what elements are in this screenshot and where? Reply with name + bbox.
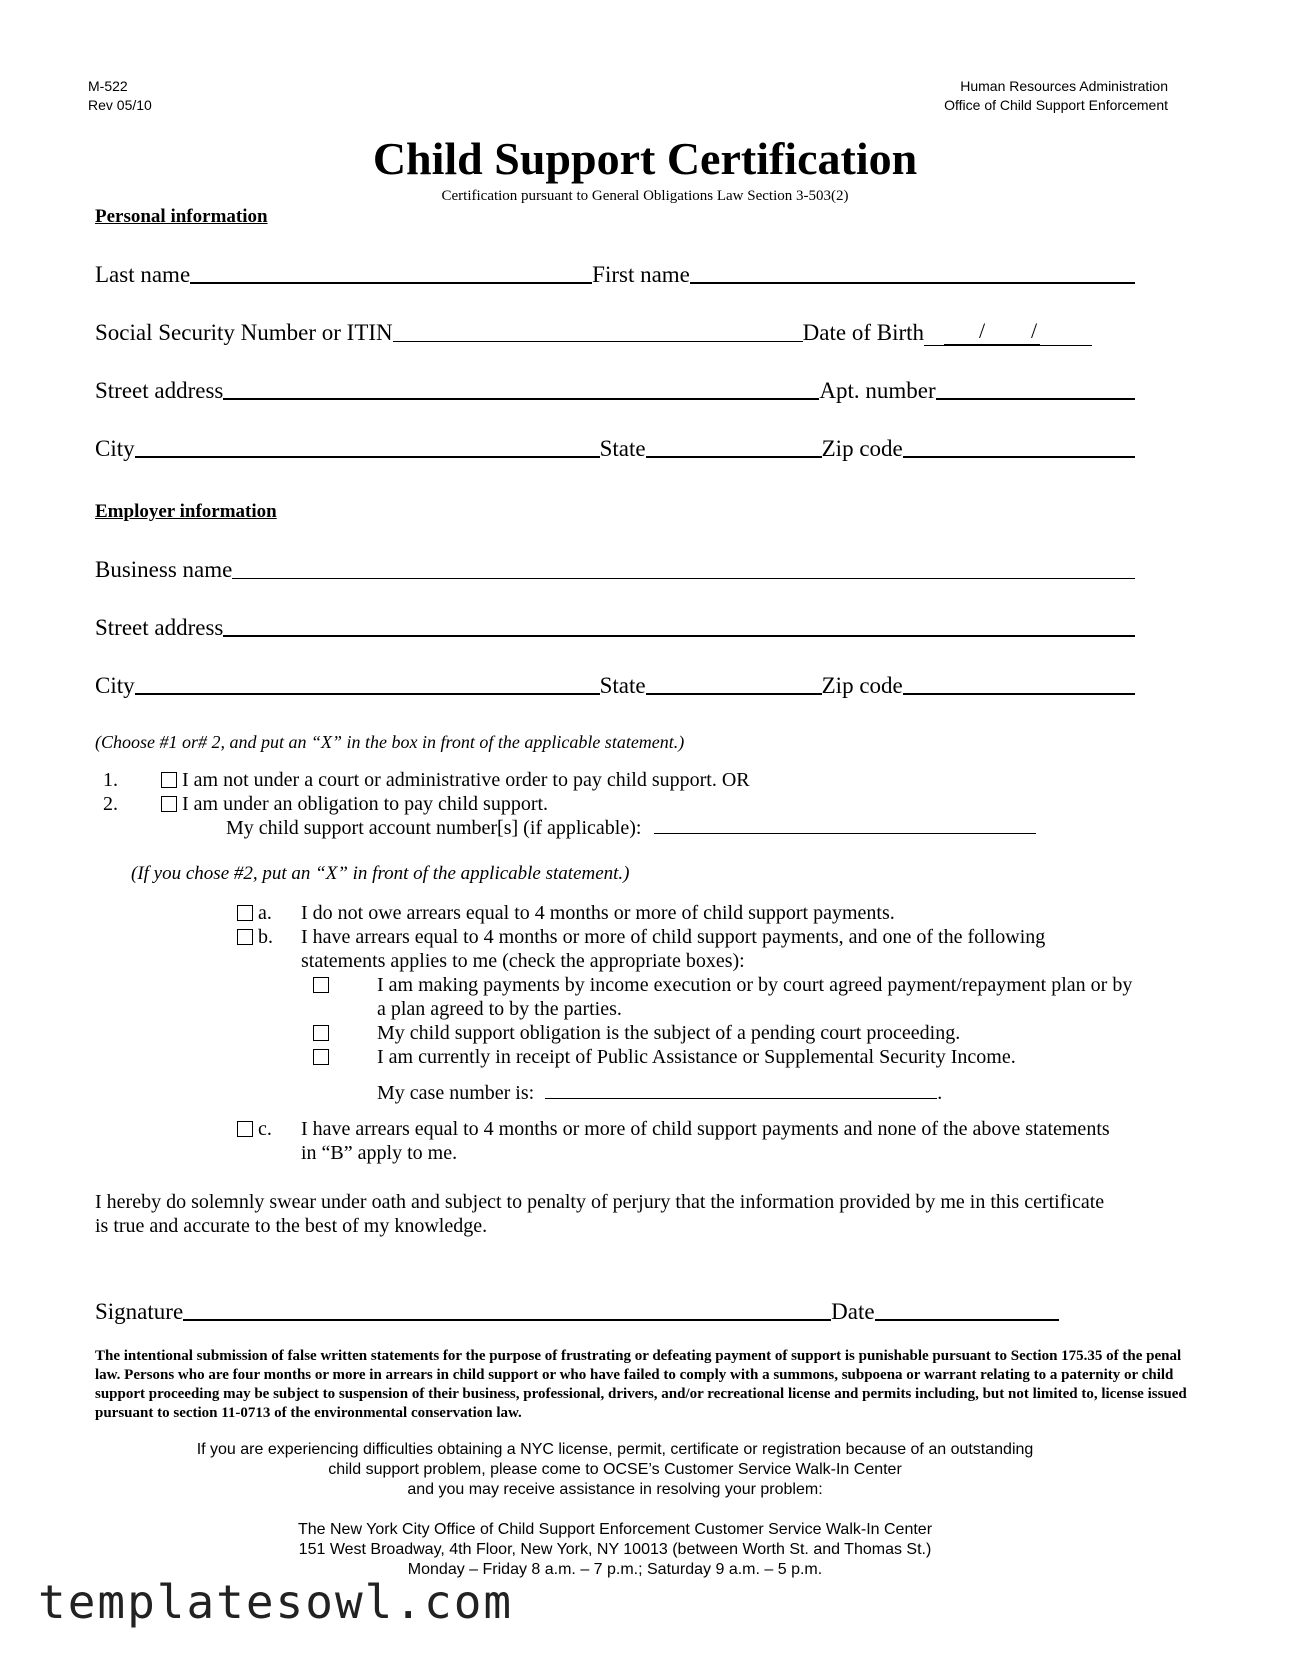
- b2-checkbox[interactable]: [313, 1025, 329, 1041]
- employer-zip-label: Zip code: [821, 673, 903, 698]
- watermark: templatesowl.com: [38, 1575, 514, 1629]
- form-number: M-522: [88, 78, 128, 94]
- account-number-field[interactable]: [654, 833, 1036, 834]
- signature-row: [95, 1295, 1059, 1325]
- option-2: [161, 792, 548, 816]
- option-c-text-2: in “B” apply to me.: [301, 1142, 458, 1164]
- revision: Rev 05/10: [88, 97, 152, 113]
- option-b-letter: b.: [258, 926, 273, 948]
- signature-label: Signature: [95, 1299, 184, 1324]
- street-field[interactable]: [223, 398, 819, 400]
- oath-line-1: I hereby do solemnly swear under oath and subject to penalty of perjury that the information provided by me in this certificate: [95, 1191, 1105, 1213]
- center-name: The New York City Office of Child Support Enforcement Customer Service Walk-In Center: [297, 1521, 933, 1538]
- center-hours: Monday – Friday 8 a.m. – 7 p.m.; Saturday 9 a.m. – 5 p.m.: [407, 1561, 823, 1578]
- account-row: [226, 816, 1036, 840]
- signature-date-field[interactable]: [875, 1319, 1059, 1321]
- dob-label: Date of Birth: [802, 320, 925, 345]
- ssn-row: Social Security Number or ITIN Date of Birth / /: [95, 316, 1135, 346]
- street-row: [95, 374, 1135, 404]
- option-b-text-1: I have arrears equal to 4 months or more of child support payments, and one of the following: [301, 926, 1046, 948]
- employer-city-row: [95, 669, 1135, 699]
- option-a-letter: a.: [258, 902, 272, 924]
- option-a-text: I do not owe arrears equal to 4 months or more of child support payments.: [301, 902, 895, 924]
- option-b-text-2: statements applies to me (check the appropriate boxes):: [301, 950, 745, 972]
- option-1-number: 1.: [103, 769, 118, 791]
- help-line-3: and you may receive assistance in resolving your problem:: [407, 1481, 823, 1498]
- zip-field[interactable]: [903, 456, 1135, 458]
- case-label: My case number is:: [377, 1082, 535, 1104]
- employer-state-field[interactable]: [646, 693, 822, 695]
- business-row: [95, 553, 1135, 583]
- b1-checkbox-wrap: [313, 973, 329, 997]
- account-label: My child support account number[s] (if applicable):: [226, 817, 642, 839]
- option-c-checkbox[interactable]: [237, 1121, 253, 1137]
- page-subtitle: Certification pursuant to General Obligations Law Section 3-503(2): [441, 188, 849, 204]
- business-field[interactable]: [232, 578, 1135, 579]
- employer-street-label: Street address: [95, 615, 224, 640]
- b1-checkbox[interactable]: [313, 977, 329, 993]
- b2-text: My child support obligation is the subject of a pending court proceeding.: [377, 1022, 961, 1044]
- employer-street-row: [95, 611, 1135, 641]
- signature-field[interactable]: [183, 1319, 831, 1321]
- employer-state-label: State: [599, 673, 646, 698]
- last-name-field[interactable]: [190, 282, 592, 284]
- choice-instruction: (Choose #1 or# 2, and put an “X” in the box in front of the applicable statement.): [95, 732, 685, 752]
- apt-field[interactable]: [936, 398, 1135, 400]
- option-b-checkbox[interactable]: [237, 929, 253, 945]
- city-field[interactable]: [135, 456, 600, 458]
- employer-street-field[interactable]: [223, 635, 1135, 637]
- b3-checkbox[interactable]: [313, 1049, 329, 1065]
- case-number-field[interactable]: [545, 1098, 937, 1099]
- agency: Human Resources Administration: [960, 78, 1168, 94]
- b3-text: I am currently in receipt of Public Assistance or Supplemental Security Income.: [377, 1046, 1016, 1068]
- city-row: [95, 432, 1135, 462]
- personal-heading: Personal information: [95, 206, 268, 227]
- option-c: [237, 1117, 272, 1141]
- option-b: [237, 925, 273, 949]
- option-2-checkbox[interactable]: [161, 796, 177, 812]
- ssn-field[interactable]: [393, 341, 803, 342]
- last-name-label: Last name: [95, 262, 191, 287]
- option-1-checkbox[interactable]: [161, 772, 177, 788]
- office: Office of Child Support Enforcement: [944, 97, 1168, 113]
- first-name-label: First name: [592, 262, 690, 287]
- ssn-label: Social Security Number or ITIN: [95, 320, 393, 345]
- option-a: [237, 901, 272, 925]
- option-a-checkbox[interactable]: [237, 905, 253, 921]
- option-1-text: I am not under a court or administrative order to pay child support. OR: [182, 769, 750, 791]
- business-label: Business name: [95, 557, 233, 582]
- option-2-number: 2.: [103, 793, 118, 815]
- first-name-field[interactable]: [690, 282, 1135, 284]
- case-row: My case number is: .: [377, 1082, 943, 1104]
- b1-text-1: I am making payments by income execution or by court agreed payment/repayment plan or by: [377, 974, 1133, 996]
- option-2-text: I am under an obligation to pay child support.: [182, 793, 549, 815]
- street-label: Street address: [95, 378, 224, 403]
- zip-label: Zip code: [821, 436, 903, 461]
- b1-text-2: a plan agreed to by the parties.: [377, 998, 622, 1020]
- page-title: Child Support Certification: [372, 133, 918, 184]
- apt-label: Apt. number: [819, 378, 936, 403]
- help-line-2: child support problem, please come to OCSE’s Customer Service Walk-In Center: [328, 1461, 902, 1478]
- center-address: 151 West Broadway, 4th Floor, New York, NY 10013 (between Worth St. and Thomas St.): [298, 1541, 932, 1558]
- city-label: City: [95, 436, 135, 461]
- state-label: State: [599, 436, 646, 461]
- b2-checkbox-wrap: [313, 1021, 329, 1045]
- oath-line-2: is true and accurate to the best of my knowledge.: [95, 1215, 488, 1237]
- state-field[interactable]: [646, 456, 822, 458]
- option-1: [161, 768, 750, 792]
- name-row: [95, 258, 1135, 288]
- signature-date-label: Date: [831, 1299, 875, 1324]
- b3-checkbox-wrap: [313, 1045, 329, 1069]
- sub-instruction: (If you chose #2, put an “X” in front of the applicable statement.): [131, 863, 630, 884]
- penalty-warning: The intentional submission of false written statements for the purpose of frustrating or defeating payment of support is punishable pursuant to Section 175.35 of the penal law. Persons who are four months or more in arrears in child support or who have failed to comply with a summons, subpoena or warrant relating to a paternity or child support proceeding may be subject to suspension of their business, professional, drivers, and/or recreational license and permits including, but not limited to, license issued pursuant to section 11-0713 of the environmental conservation law.: [95, 1348, 1187, 1421]
- employer-city-label: City: [95, 673, 135, 698]
- employer-heading: Employer information: [95, 501, 277, 522]
- help-line-1: If you are experiencing difficulties obtaining a NYC license, permit, certificate or registration because of an outstanding: [196, 1441, 1034, 1458]
- employer-zip-field[interactable]: [903, 693, 1135, 695]
- option-c-letter: c.: [258, 1118, 272, 1140]
- employer-city-field[interactable]: [135, 693, 600, 695]
- option-c-text-1: I have arrears equal to 4 months or more of child support payments and none of the above statements: [301, 1118, 1110, 1140]
